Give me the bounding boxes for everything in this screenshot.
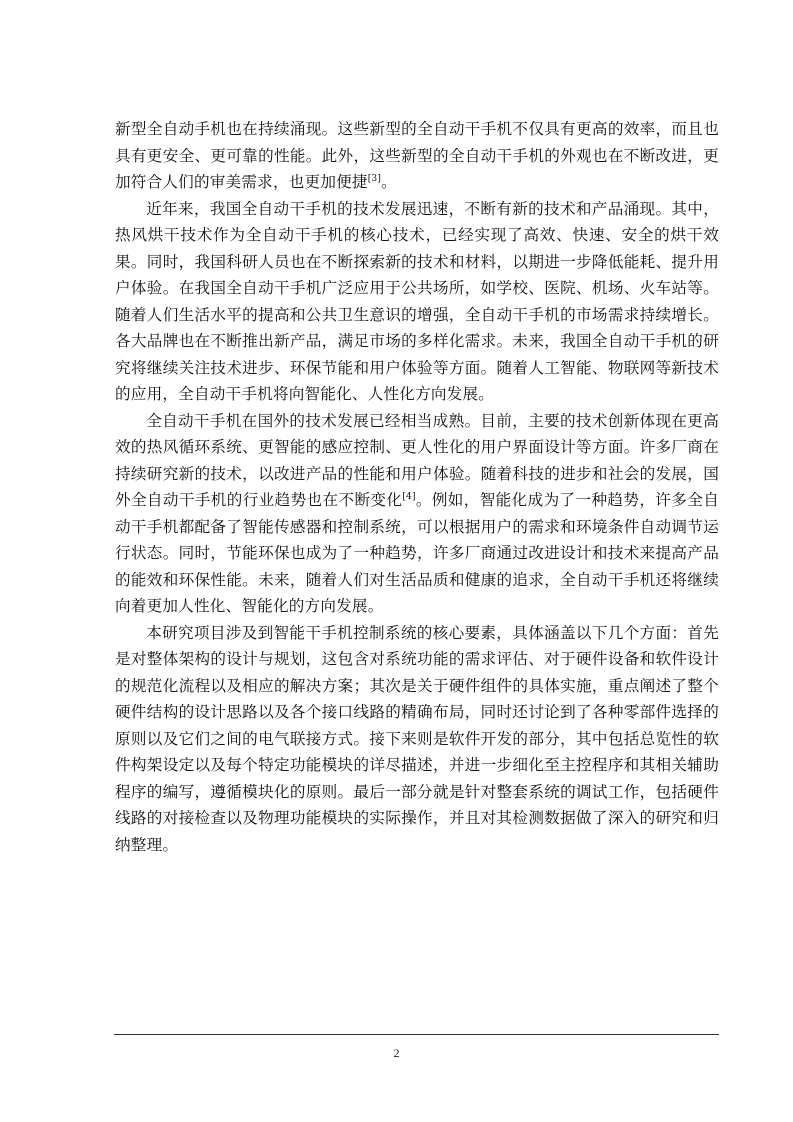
- paragraph-domestic-development: 近年来，我国全自动干手机的技术发展迅速，不断有新的技术和产品涌现。其中，热风烘干技术作为全自动干手机的核心技术，已经实现了高效、快速、安全的烘干效果。同时，我国科研人员也在不断探索新的技术和材料，以期进一步降低能耗、提升用户体验。在我国全自动干手机广泛应用于公共场所，如学校、医院、机场、火车站等。随着人们生活水平的提高和公共卫生意识的增强，全自动干手机的市场需求持续增长。各大品牌也在不断推出新产品，满足市场的多样化需求。未来，我国全自动干手机的研究将继续关注技术进步、环保节能和用户体验等方面。随着人工智能、物联网等新技术的应用，全自动干手机将向智能化、人性化方向发展。: [115, 199, 719, 403]
- footer-divider: [114, 1034, 719, 1035]
- paragraph-continuation: [115, 116, 719, 196]
- paragraph-1-tail: 。: [381, 173, 397, 191]
- paragraph-3-text: 全自动干手机在国外的技术发展已经相当成熟。目前，主要的技术创新体现在更高效的热风循环系统、更智能的感应控制、更人性化的用户界面设计等方面。许多厂商在持续研究新的技术，以改进产品的性能和用户体验。随着科技的进步和社会的发展，国外全自动干手机的行业趋势也在不断变化: [115, 411, 719, 509]
- paragraph-research-scope: 本研究项目涉及到智能干手机控制系统的核心要素，具体涵盖以下几个方面：首先是对整体架构的设计与规划，这包含对系统功能的需求评估、对于硬件设备和软件设计的规范化流程以及相应的解决方案；其次是关于硬件组件的具体实施，重点阐述了整个硬件结构的设计思路以及各个接口线路的精确布局，同时还讨论到了各种零部件选择的原则以及它们之间的电气联接方式。接下来则是软件开发的部分，其中包括总览性的软件构架设定以及每个特定功能模块的详尽描述，并进一步细化至主控程序和其相关辅助程序的编写，遵循模块化的原则。最后一部分就是针对整套系统的调试工作，包括硬件线路的对接检查以及物理功能模块的实际操作，并且对其检测数据做了深入的研究和归纳整理。: [115, 623, 719, 854]
- paragraph-1-text: 新型全自动手机也在持续涌现。这些新型的全自动干手机不仅具有更高的效率，而且也具有更安全、更可靠的性能。此外，这些新型的全自动干手机的外观也在不断改进，更加符合人们的审美需求，也更加便捷: [115, 120, 719, 191]
- paragraph-foreign-development: [115, 408, 719, 620]
- citation-4: [4]: [402, 491, 416, 502]
- page-number: 2: [393, 1046, 400, 1060]
- paragraph-3-tail: 。例如，智能化成为了一种趋势，许多全自动干手机都配备了智能传感器和控制系统，可以根据用户的需求和环境条件自动调节运行状态。同时，节能环保也成为了一种趋势，许多厂商通过改进设计和技术来提高产品的能效和环保性能。未来，随着人们对生活品质和健康的追求，全自动干手机还将继续向着更加人性化、智能化的方向发展。: [115, 491, 719, 615]
- body-text: [115, 116, 719, 858]
- citation-3: [3]: [367, 173, 382, 184]
